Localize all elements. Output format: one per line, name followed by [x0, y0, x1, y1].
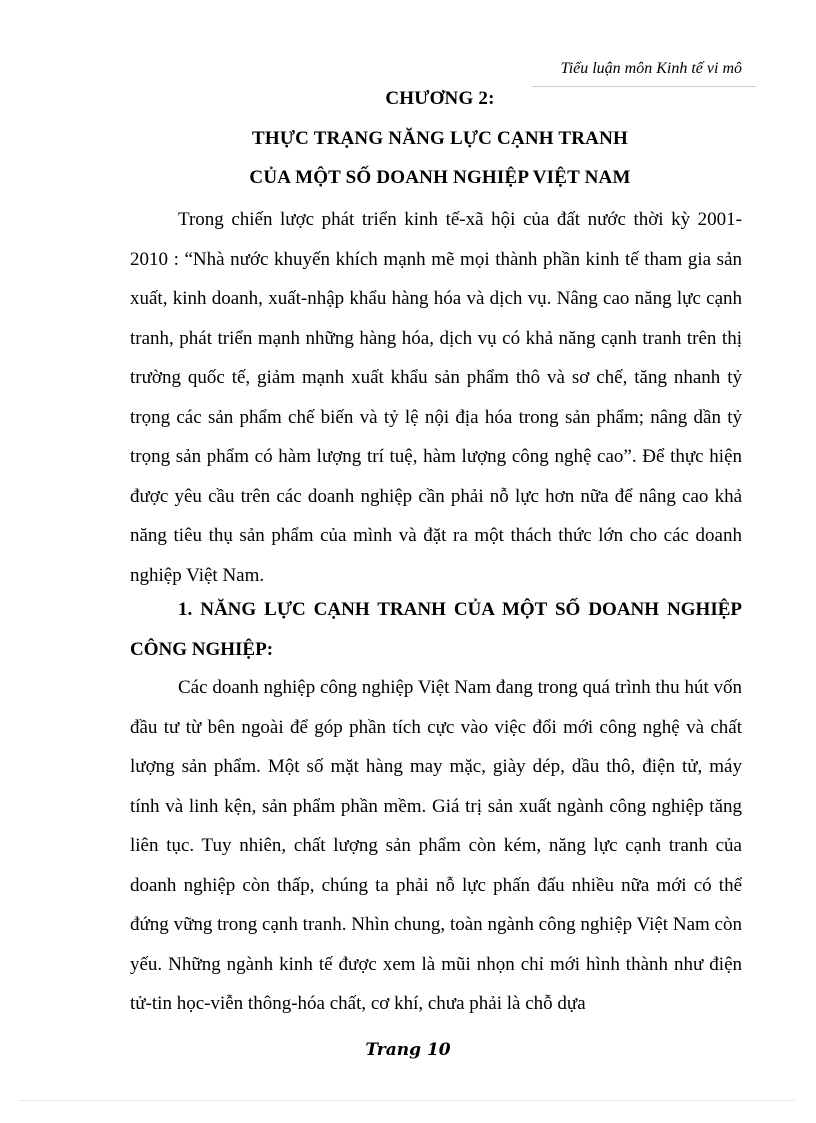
- footer-divider: [20, 1100, 796, 1101]
- section-heading-1: 1. NĂNG LỰC CẠNH TRANH CỦA MỘT SỐ DOANH NGHIỆP CÔNG NGHIỆP:: [130, 599, 742, 660]
- intro-paragraph: Trong chiến lược phát triển kinh tế-xã hội của đất nước thời kỳ 2001-2010 : “Nhà nước khuyến khích mạnh mẽ mọi thành phần kinh tế tham gia sản xuất, kinh doanh, xuất-nhập khẩu hàng hóa và dịch vụ. Nâng cao năng lực cạnh tranh, phát triển mạnh những hàng hóa, dịch vụ có khả năng cạnh tranh trên thị trường quốc tế, giảm mạnh xuất khẩu sản phẩm thô và sơ chế, tăng nhanh tỷ trọng các sản phẩm chế biến và tỷ lệ nội địa hóa trong sản phẩm; nâng dần tỷ trọng sản phẩm có hàm lượng trí tuệ, hàm lượng công nghệ cao”. Để thực hiện được yêu cầu trên các doanh nghiệp cần phải nỗ lực hơn nữa để nâng cao khả năng tiêu thụ sản phẩm của mình và đặt ra một thách thức lớn cho các doanh nghiệp Việt Nam.: [130, 209, 742, 586]
- header-note: Tiểu luận môn Kinh tế vi mô: [560, 60, 742, 77]
- chapter-title: CHƯƠNG 2:: [385, 88, 495, 109]
- chapter-subtitle-line-1: THỰC TRẠNG NĂNG LỰC CẠNH TRANH: [252, 128, 628, 149]
- header-divider: [532, 86, 756, 87]
- page-number: Trang 10: [365, 1040, 451, 1060]
- section-1-paragraph: Các doanh nghiệp công nghiệp Việt Nam đang trong quá trình thu hút vốn đầu tư từ bên ngoài để góp phần tích cực vào việc đổi mới công nghệ và chất lượng sản phẩm. Một số mặt hàng may mặc, giày dép, dầu thô, điện tử, máy tính và linh kện, sản phẩm phần mềm. Giá trị sản xuất ngành công nghiệp tăng liên tục. Tuy nhiên, chất lượng sản phẩm còn kém, năng lực cạnh tranh của doanh nghiệp còn thấp, chúng ta phải nỗ lực phấn đấu nhiều nữa mới có thể đứng vững trong cạnh tranh. Nhìn chung, toàn ngành công nghiệp Việt Nam còn yếu. Những ngành kinh tế được xem là mũi nhọn chỉ mới hình thành như điện tử-tin học-viễn thông-hóa chất, cơ khí, chưa phải là chỗ dựa: [130, 677, 742, 1014]
- chapter-subtitle-line-2: CỦA MỘT SỐ DOANH NGHIỆP VIỆT NAM: [249, 167, 631, 188]
